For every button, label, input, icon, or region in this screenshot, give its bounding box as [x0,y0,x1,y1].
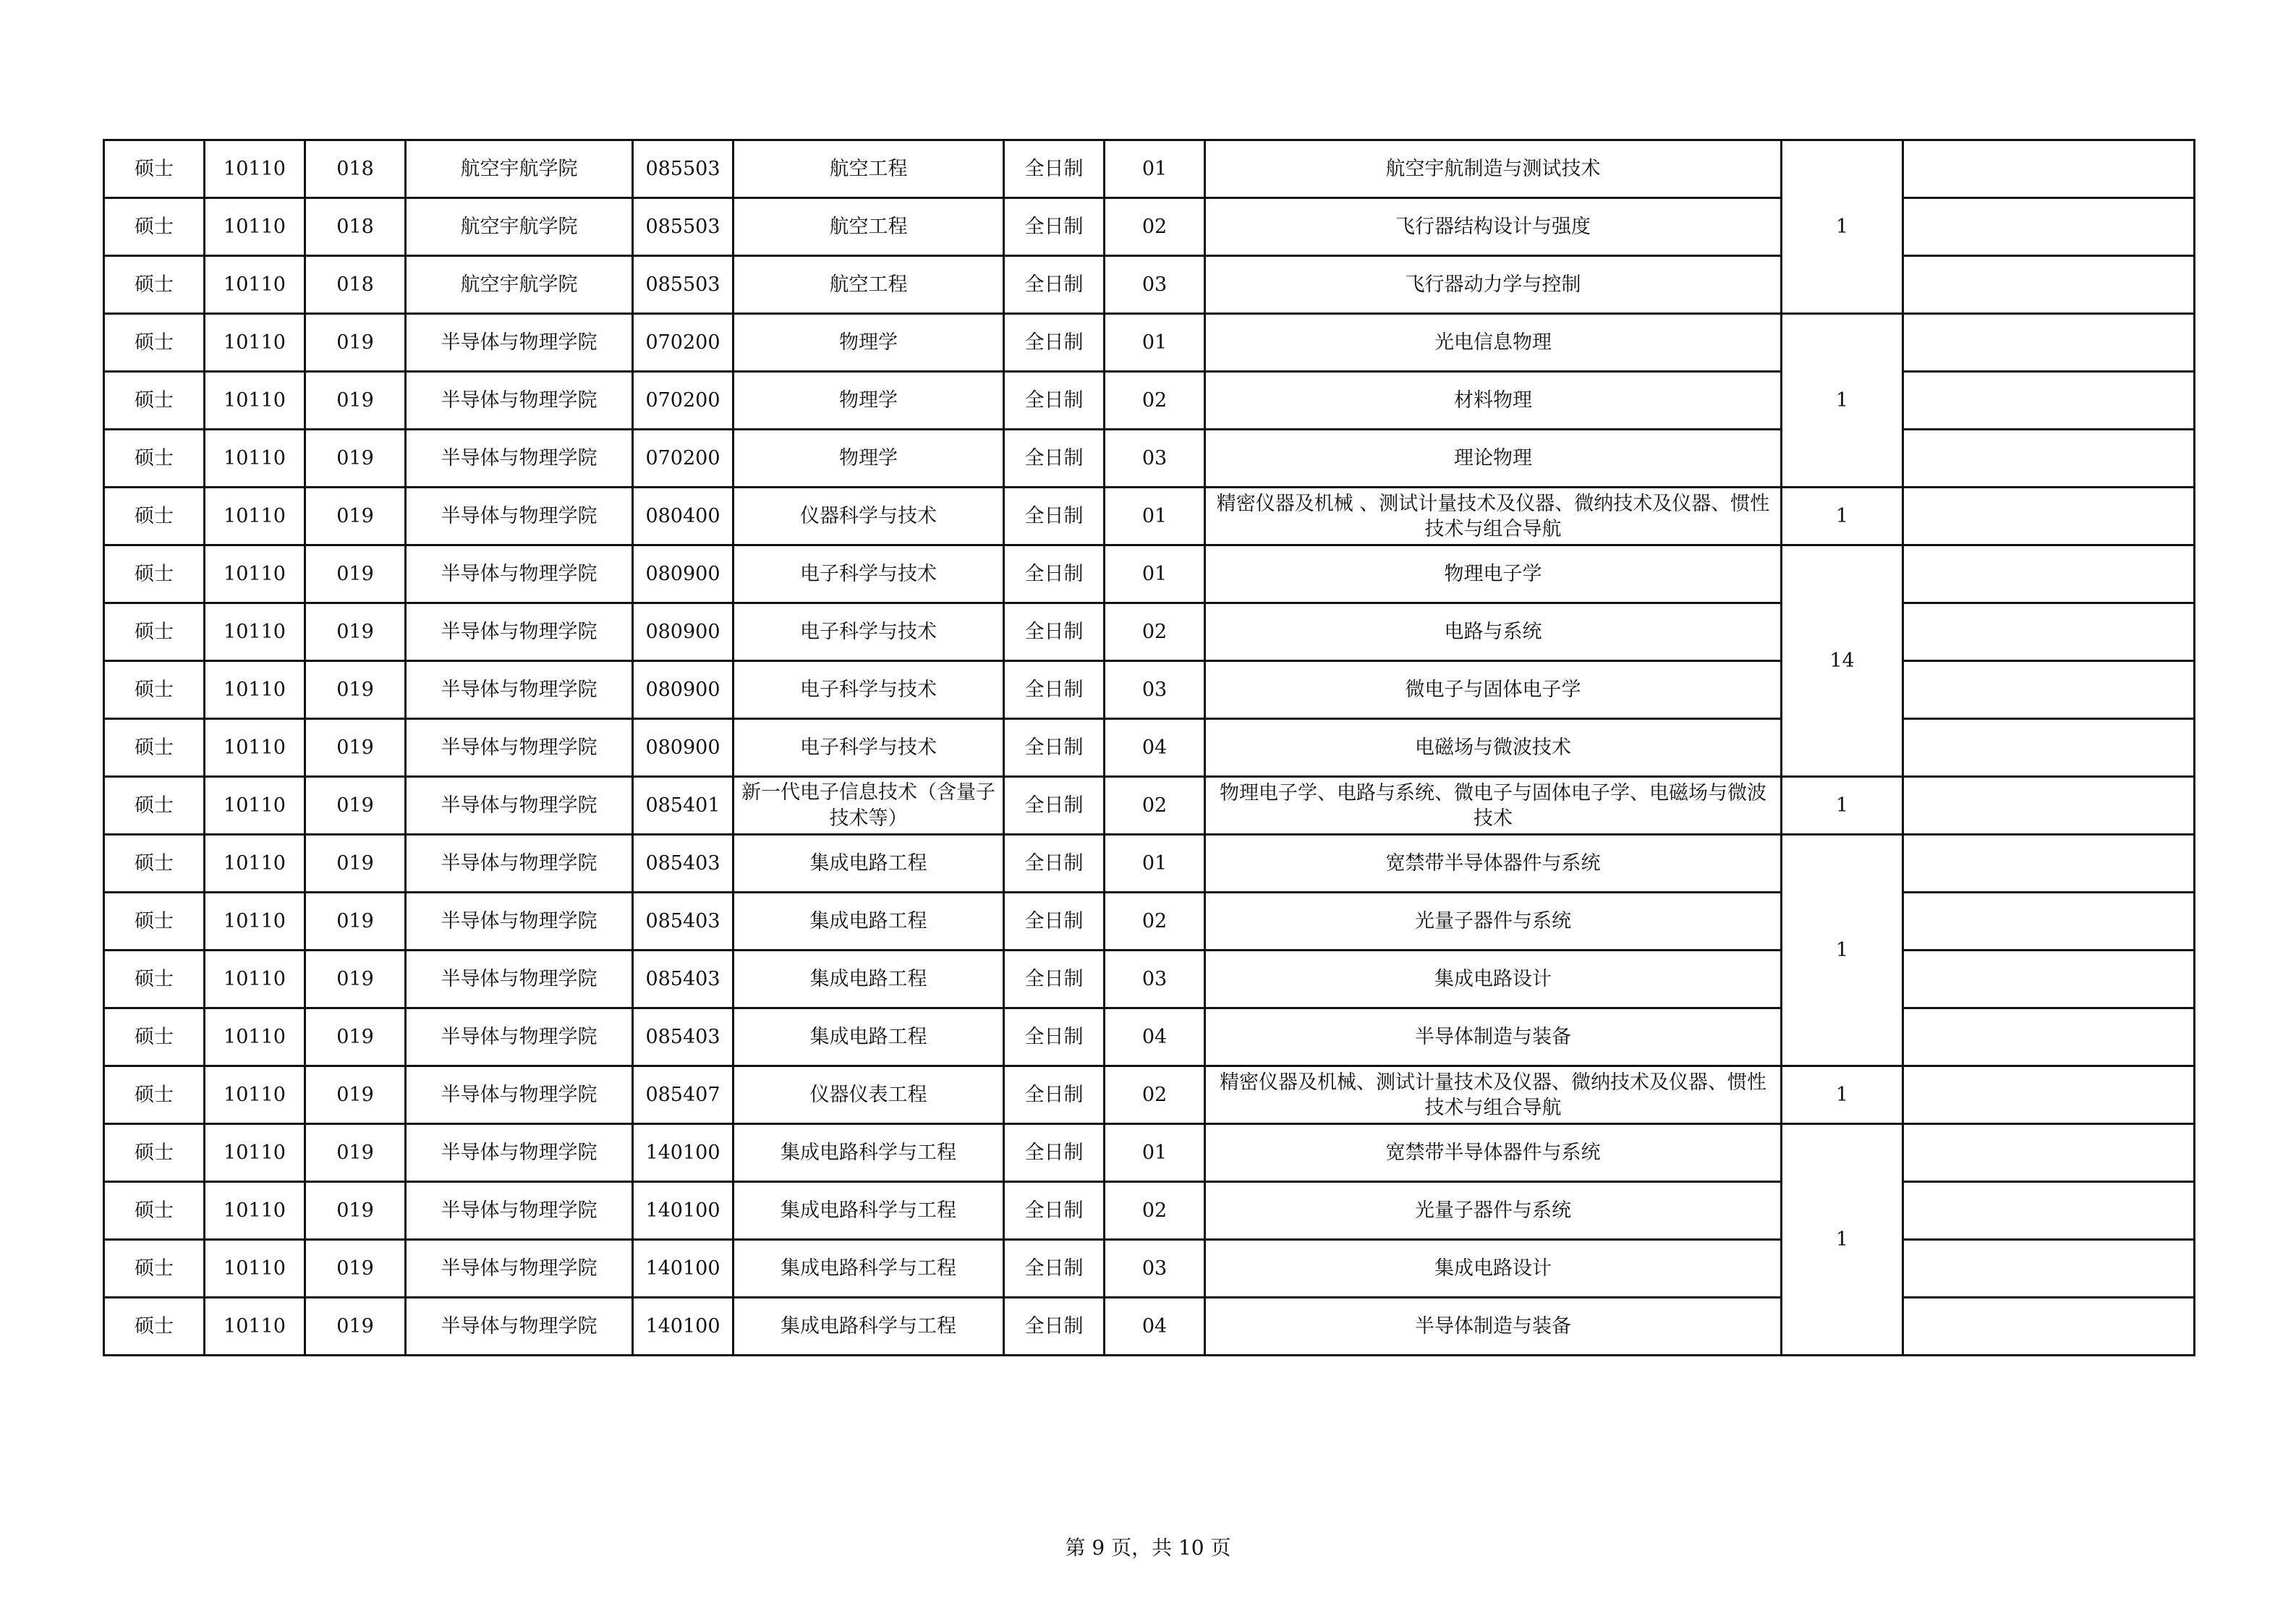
research-direction-cell: 飞行器动力学与控制 [1205,256,1782,314]
major-code-cell: 085407 [633,1066,734,1124]
college-name-cell: 半导体与物理学院 [406,488,633,545]
direction-code-cell: 01 [1105,545,1205,603]
direction-code-cell: 02 [1105,603,1205,661]
school-code-cell: 10110 [205,835,305,893]
research-direction-cell: 物理电子学、电路与系统、微电子与固体电子学、电磁场与微波技术 [1205,777,1782,835]
degree-cell: 硕士 [104,198,205,256]
major-code-cell: 085403 [633,893,734,951]
major-code-cell: 085503 [633,140,734,198]
research-direction-cell: 电路与系统 [1205,603,1782,661]
college-name-cell: 半导体与物理学院 [406,1298,633,1356]
college-code-cell: 019 [305,835,406,893]
major-code-cell: 085503 [633,256,734,314]
school-code-cell: 10110 [205,198,305,256]
major-name-cell: 集成电路科学与工程 [734,1240,1004,1298]
study-mode-cell: 全日制 [1004,1124,1105,1182]
research-direction-cell: 光量子器件与系统 [1205,1182,1782,1240]
major-name-cell: 集成电路科学与工程 [734,1124,1004,1182]
major-name-cell: 航空工程 [734,256,1004,314]
college-code-cell: 019 [305,719,406,777]
college-name-cell: 半导体与物理学院 [406,1066,633,1124]
major-name-cell: 电子科学与技术 [734,719,1004,777]
table-row [104,1066,2195,1124]
quota-cell: 1 [1782,1124,1903,1356]
major-name-cell: 物理学 [734,314,1004,372]
research-direction-cell: 飞行器结构设计与强度 [1205,198,1782,256]
college-name-cell: 半导体与物理学院 [406,1240,633,1298]
school-code-cell: 10110 [205,256,305,314]
major-name-cell: 电子科学与技术 [734,603,1004,661]
remark-cell [1903,1124,2195,1182]
school-code-cell: 10110 [205,661,305,719]
degree-cell: 硕士 [104,1298,205,1356]
remark-cell [1903,661,2195,719]
college-code-cell: 019 [305,488,406,545]
major-name-cell: 物理学 [734,372,1004,430]
college-code-cell: 019 [305,603,406,661]
college-code-cell: 019 [305,1298,406,1356]
direction-code-cell: 02 [1105,198,1205,256]
direction-code-cell: 03 [1105,951,1205,1008]
school-code-cell: 10110 [205,140,305,198]
remark-cell [1903,603,2195,661]
major-name-cell: 物理学 [734,430,1004,488]
quota-cell: 1 [1782,140,1903,314]
college-name-cell: 半导体与物理学院 [406,777,633,835]
degree-cell: 硕士 [104,372,205,430]
direction-code-cell: 01 [1105,314,1205,372]
college-name-cell: 半导体与物理学院 [406,1182,633,1240]
table-row [104,777,2195,835]
quota-cell: 1 [1782,777,1903,835]
study-mode-cell: 全日制 [1004,430,1105,488]
college-name-cell: 航空宇航学院 [406,140,633,198]
school-code-cell: 10110 [205,1124,305,1182]
study-mode-cell: 全日制 [1004,893,1105,951]
major-code-cell: 080400 [633,488,734,545]
college-name-cell: 半导体与物理学院 [406,1008,633,1066]
research-direction-cell: 精密仪器及机械 、测试计量技术及仪器、微纳技术及仪器、惯性技术与组合导航 [1205,488,1782,545]
degree-cell: 硕士 [104,1066,205,1124]
remark-cell [1903,545,2195,603]
school-code-cell: 10110 [205,603,305,661]
research-direction-cell: 精密仪器及机械、测试计量技术及仪器、微纳技术及仪器、惯性技术与组合导航 [1205,1066,1782,1124]
degree-cell: 硕士 [104,488,205,545]
study-mode-cell: 全日制 [1004,777,1105,835]
enrollment-table [103,139,2195,1356]
study-mode-cell: 全日制 [1004,1008,1105,1066]
direction-code-cell: 03 [1105,430,1205,488]
direction-code-cell: 01 [1105,1124,1205,1182]
direction-code-cell: 02 [1105,777,1205,835]
study-mode-cell: 全日制 [1004,1240,1105,1298]
school-code-cell: 10110 [205,1182,305,1240]
study-mode-cell: 全日制 [1004,719,1105,777]
degree-cell: 硕士 [104,777,205,835]
college-code-cell: 019 [305,372,406,430]
remark-cell [1903,835,2195,893]
direction-code-cell: 01 [1105,140,1205,198]
school-code-cell: 10110 [205,372,305,430]
college-code-cell: 018 [305,140,406,198]
study-mode-cell: 全日制 [1004,314,1105,372]
research-direction-cell: 物理电子学 [1205,545,1782,603]
direction-code-cell: 04 [1105,1298,1205,1356]
major-name-cell: 仪器科学与技术 [734,488,1004,545]
study-mode-cell: 全日制 [1004,603,1105,661]
degree-cell: 硕士 [104,430,205,488]
college-code-cell: 019 [305,545,406,603]
research-direction-cell: 宽禁带半导体器件与系统 [1205,835,1782,893]
degree-cell: 硕士 [104,893,205,951]
research-direction-cell: 光电信息物理 [1205,314,1782,372]
college-name-cell: 航空宇航学院 [406,256,633,314]
college-code-cell: 019 [305,430,406,488]
degree-cell: 硕士 [104,603,205,661]
major-name-cell: 集成电路科学与工程 [734,1182,1004,1240]
quota-cell: 1 [1782,314,1903,488]
college-code-cell: 019 [305,1240,406,1298]
major-name-cell: 新一代电子信息技术（含量子技术等） [734,777,1004,835]
college-code-cell: 019 [305,893,406,951]
direction-code-cell: 04 [1105,719,1205,777]
quota-cell: 1 [1782,488,1903,545]
degree-cell: 硕士 [104,140,205,198]
school-code-cell: 10110 [205,951,305,1008]
major-code-cell: 140100 [633,1240,734,1298]
remark-cell [1903,951,2195,1008]
college-code-cell: 019 [305,1066,406,1124]
college-code-cell: 019 [305,951,406,1008]
degree-cell: 硕士 [104,951,205,1008]
direction-code-cell: 02 [1105,1066,1205,1124]
college-name-cell: 半导体与物理学院 [406,314,633,372]
degree-cell: 硕士 [104,835,205,893]
research-direction-cell: 集成电路设计 [1205,951,1782,1008]
college-code-cell: 018 [305,256,406,314]
major-code-cell: 140100 [633,1182,734,1240]
table-row [104,488,2195,545]
major-code-cell: 085403 [633,835,734,893]
major-name-cell: 集成电路工程 [734,893,1004,951]
quota-cell: 14 [1782,545,1903,777]
college-name-cell: 半导体与物理学院 [406,545,633,603]
college-code-cell: 019 [305,777,406,835]
study-mode-cell: 全日制 [1004,140,1105,198]
degree-cell: 硕士 [104,661,205,719]
college-name-cell: 半导体与物理学院 [406,719,633,777]
remark-cell [1903,719,2195,777]
degree-cell: 硕士 [104,256,205,314]
study-mode-cell: 全日制 [1004,835,1105,893]
major-code-cell: 140100 [633,1124,734,1182]
table-row [104,835,2195,893]
direction-code-cell: 04 [1105,1008,1205,1066]
major-name-cell: 集成电路工程 [734,1008,1004,1066]
direction-code-cell: 01 [1105,835,1205,893]
college-name-cell: 半导体与物理学院 [406,835,633,893]
remark-cell [1903,256,2195,314]
school-code-cell: 10110 [205,488,305,545]
degree-cell: 硕士 [104,314,205,372]
school-code-cell: 10110 [205,777,305,835]
school-code-cell: 10110 [205,1008,305,1066]
direction-code-cell: 02 [1105,893,1205,951]
degree-cell: 硕士 [104,1124,205,1182]
remark-cell [1903,488,2195,545]
major-name-cell: 仪器仪表工程 [734,1066,1004,1124]
major-code-cell: 080900 [633,661,734,719]
school-code-cell: 10110 [205,1240,305,1298]
degree-cell: 硕士 [104,1240,205,1298]
direction-code-cell: 03 [1105,256,1205,314]
major-code-cell: 085403 [633,1008,734,1066]
study-mode-cell: 全日制 [1004,198,1105,256]
direction-code-cell: 02 [1105,372,1205,430]
college-name-cell: 半导体与物理学院 [406,430,633,488]
remark-cell [1903,314,2195,372]
college-code-cell: 019 [305,1008,406,1066]
major-name-cell: 集成电路工程 [734,835,1004,893]
remark-cell [1903,140,2195,198]
direction-code-cell: 03 [1105,1240,1205,1298]
remark-cell [1903,1008,2195,1066]
remark-cell [1903,198,2195,256]
study-mode-cell: 全日制 [1004,1066,1105,1124]
major-code-cell: 080900 [633,603,734,661]
college-code-cell: 019 [305,1124,406,1182]
major-code-cell: 140100 [633,1298,734,1356]
remark-cell [1903,430,2195,488]
direction-code-cell: 02 [1105,1182,1205,1240]
major-name-cell: 航空工程 [734,140,1004,198]
college-name-cell: 半导体与物理学院 [406,372,633,430]
study-mode-cell: 全日制 [1004,1182,1105,1240]
study-mode-cell: 全日制 [1004,545,1105,603]
degree-cell: 硕士 [104,1008,205,1066]
research-direction-cell: 光量子器件与系统 [1205,893,1782,951]
research-direction-cell: 微电子与固体电子学 [1205,661,1782,719]
college-name-cell: 半导体与物理学院 [406,1124,633,1182]
major-code-cell: 080900 [633,719,734,777]
college-code-cell: 019 [305,661,406,719]
major-name-cell: 电子科学与技术 [734,545,1004,603]
remark-cell [1903,1066,2195,1124]
degree-cell: 硕士 [104,545,205,603]
remark-cell [1903,777,2195,835]
remark-cell [1903,1298,2195,1356]
direction-code-cell: 01 [1105,488,1205,545]
table-body [104,140,2195,1356]
research-direction-cell: 航空宇航制造与测试技术 [1205,140,1782,198]
study-mode-cell: 全日制 [1004,951,1105,1008]
page-footer: 第 9 页，共 10 页 [1065,1536,1231,1560]
direction-code-cell: 03 [1105,661,1205,719]
school-code-cell: 10110 [205,430,305,488]
degree-cell: 硕士 [104,1182,205,1240]
study-mode-cell: 全日制 [1004,488,1105,545]
major-code-cell: 080900 [633,545,734,603]
school-code-cell: 10110 [205,545,305,603]
college-name-cell: 半导体与物理学院 [406,893,633,951]
college-name-cell: 航空宇航学院 [406,198,633,256]
college-name-cell: 半导体与物理学院 [406,603,633,661]
major-code-cell: 085401 [633,777,734,835]
research-direction-cell: 材料物理 [1205,372,1782,430]
research-direction-cell: 宽禁带半导体器件与系统 [1205,1124,1782,1182]
remark-cell [1903,1240,2195,1298]
major-name-cell: 航空工程 [734,198,1004,256]
remark-cell [1903,1182,2195,1240]
school-code-cell: 10110 [205,719,305,777]
research-direction-cell: 半导体制造与装备 [1205,1298,1782,1356]
study-mode-cell: 全日制 [1004,372,1105,430]
major-name-cell: 集成电路科学与工程 [734,1298,1004,1356]
study-mode-cell: 全日制 [1004,1298,1105,1356]
remark-cell [1903,372,2195,430]
college-name-cell: 半导体与物理学院 [406,951,633,1008]
table-row [104,545,2195,603]
major-code-cell: 070200 [633,314,734,372]
college-code-cell: 019 [305,1182,406,1240]
degree-cell: 硕士 [104,719,205,777]
study-mode-cell: 全日制 [1004,661,1105,719]
school-code-cell: 10110 [205,314,305,372]
major-name-cell: 电子科学与技术 [734,661,1004,719]
major-name-cell: 集成电路工程 [734,951,1004,1008]
research-direction-cell: 理论物理 [1205,430,1782,488]
table-row [104,140,2195,198]
remark-cell [1903,893,2195,951]
research-direction-cell: 集成电路设计 [1205,1240,1782,1298]
quota-cell: 1 [1782,835,1903,1066]
college-name-cell: 半导体与物理学院 [406,661,633,719]
table-row [104,314,2195,372]
major-code-cell: 085503 [633,198,734,256]
college-code-cell: 018 [305,198,406,256]
college-code-cell: 019 [305,314,406,372]
school-code-cell: 10110 [205,893,305,951]
research-direction-cell: 半导体制造与装备 [1205,1008,1782,1066]
school-code-cell: 10110 [205,1066,305,1124]
major-code-cell: 070200 [633,430,734,488]
school-code-cell: 10110 [205,1298,305,1356]
quota-cell: 1 [1782,1066,1903,1124]
major-code-cell: 070200 [633,372,734,430]
study-mode-cell: 全日制 [1004,256,1105,314]
major-code-cell: 085403 [633,951,734,1008]
research-direction-cell: 电磁场与微波技术 [1205,719,1782,777]
table-row [104,1124,2195,1182]
